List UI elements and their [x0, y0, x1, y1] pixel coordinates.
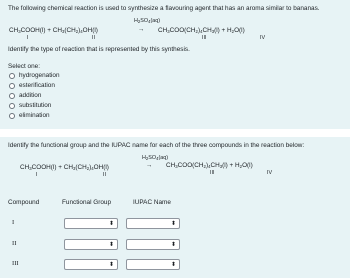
- reaction-equation: $CH_3COOH(l) + CH_3(CH_2)_4OH(l)$: [20, 164, 109, 171]
- reaction-products: $CH_3COO(CH_2)_4CH_3(l) + H_2O(l)$: [158, 27, 245, 34]
- select-arrow-icon: ⬍: [108, 262, 114, 268]
- option-label: esterification: [19, 82, 55, 89]
- functional-group-select-II[interactable]: [64, 239, 118, 250]
- reaction-arrow: →: [146, 162, 153, 169]
- reaction-equation: $CH_3COOH(l) + CH_3(CH_2)_4OH(l)$: [9, 27, 98, 34]
- row-label-III: III: [12, 260, 19, 267]
- label-III: III: [210, 170, 215, 176]
- reaction-arrow: →: [138, 26, 145, 33]
- question-2-panel: [0, 137, 350, 278]
- option-substitution[interactable]: [9, 102, 51, 109]
- radio-icon[interactable]: [9, 103, 15, 109]
- row-label-II: II: [12, 240, 17, 247]
- catalyst-label: $H_2SO_4(aq)$: [142, 155, 169, 161]
- option-label: substitution: [19, 102, 52, 109]
- label-II: II: [103, 172, 106, 178]
- label-I: I: [36, 172, 38, 178]
- iupac-name-select-I[interactable]: [126, 218, 180, 229]
- select-arrow-icon: ⬍: [108, 221, 114, 227]
- label-I: I: [27, 35, 29, 41]
- label-IV: IV: [260, 35, 266, 41]
- reaction-products: $CH_3COO(CH_2)_4CH_3(l) + H_2O(l)$: [166, 162, 253, 169]
- functional-group-select-I[interactable]: [64, 218, 118, 229]
- option-elimination[interactable]: [9, 112, 50, 119]
- question-1-prompt: The following chemical reaction is used to synthesize a flavouring agent that has an aroma similar to bananas.: [8, 5, 320, 12]
- iupac-name-select-III[interactable]: [126, 259, 180, 270]
- select-arrow-icon: ⬍: [170, 242, 176, 248]
- radio-icon[interactable]: [9, 83, 15, 89]
- catalyst-label: $H_2SO_4(aq)$: [134, 18, 161, 24]
- select-arrow-icon: ⬍: [108, 242, 114, 248]
- functional-group-select-III[interactable]: [64, 259, 118, 270]
- select-arrow-icon: ⬍: [170, 262, 176, 268]
- radio-icon[interactable]: [9, 73, 15, 79]
- select-one-label: Select one:: [8, 63, 40, 70]
- label-IV: IV: [267, 170, 273, 176]
- question-1-panel: [0, 0, 350, 129]
- option-esterification[interactable]: [9, 82, 55, 89]
- radio-icon[interactable]: [9, 93, 15, 99]
- label-III: III: [202, 35, 207, 41]
- question-1-instruction: Identify the type of reaction that is represented by this synthesis.: [8, 46, 190, 53]
- iupac-name-select-II[interactable]: [126, 239, 180, 250]
- column-header-functional-group: Functional Group: [62, 199, 112, 206]
- radio-icon[interactable]: [9, 113, 15, 119]
- option-label: addition: [19, 92, 42, 99]
- column-header-compound: Compound: [8, 199, 40, 206]
- column-header-iupac-name: IUPAC Name: [133, 199, 171, 206]
- option-label: hydrogenation: [19, 72, 60, 79]
- label-II: II: [92, 35, 95, 41]
- option-addition[interactable]: [9, 92, 41, 99]
- option-hydrogenation[interactable]: [9, 72, 60, 79]
- row-label-I: I: [12, 219, 15, 226]
- select-arrow-icon: ⬍: [170, 221, 176, 227]
- question-2-prompt: Identify the functional group and the IUPAC name for each of the three compounds in the reaction below:: [8, 142, 305, 149]
- option-label: elimination: [19, 112, 50, 119]
